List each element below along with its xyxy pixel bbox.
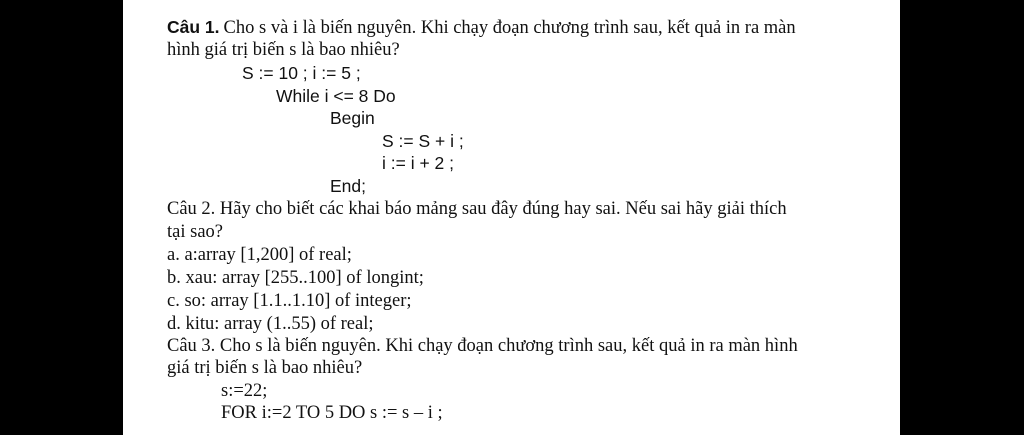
q1-code-line-3: Begin: [330, 108, 375, 128]
question-1-line-1: [167, 16, 796, 40]
question-1-text: Cho s và i là biến nguyên. Khi chạy đoạn chương trình sau, kết quả in ra màn: [223, 18, 796, 38]
question-2-line-2: tại sao?: [167, 222, 223, 242]
document-page: [123, 0, 900, 435]
q1-code-line-6: End;: [330, 176, 366, 196]
q1-code-line-4: S := S + i ;: [382, 131, 464, 151]
question-2-line-1: Câu 2. Hãy cho biết các khai báo mảng sau đây đúng hay sai. Nếu sai hãy giải thích: [167, 199, 787, 219]
question-2-option-c: c. so: array [1.1..1.10] of integer;: [167, 291, 412, 311]
question-2-option-d: d. kitu: array (1..55) of real;: [167, 314, 374, 334]
question-3-line-1: Câu 3. Cho s là biến nguyên. Khi chạy đoạn chương trình sau, kết quả in ra màn hình: [167, 336, 798, 356]
question-1-text-line-2: hình giá trị biến s là bao nhiêu?: [167, 40, 400, 60]
question-2-option-b: b. xau: array [255..100] of longint;: [167, 268, 424, 288]
question-2-option-a: a. a:array [1,200] of real;: [167, 245, 352, 265]
q3-code-line-1: s:=22;: [221, 381, 268, 401]
question-1-label: Câu 1.: [167, 17, 220, 37]
q3-code-line-2: FOR i:=2 TO 5 DO s := s – i ;: [221, 403, 443, 423]
q1-code-line-5: i := i + 2 ;: [382, 153, 454, 173]
question-3-line-2: giá trị biến s là bao nhiêu?: [167, 358, 363, 378]
q1-code-line-1: S := 10 ; i := 5 ;: [242, 63, 361, 83]
q1-code-line-2: While i <= 8 Do: [276, 86, 396, 106]
